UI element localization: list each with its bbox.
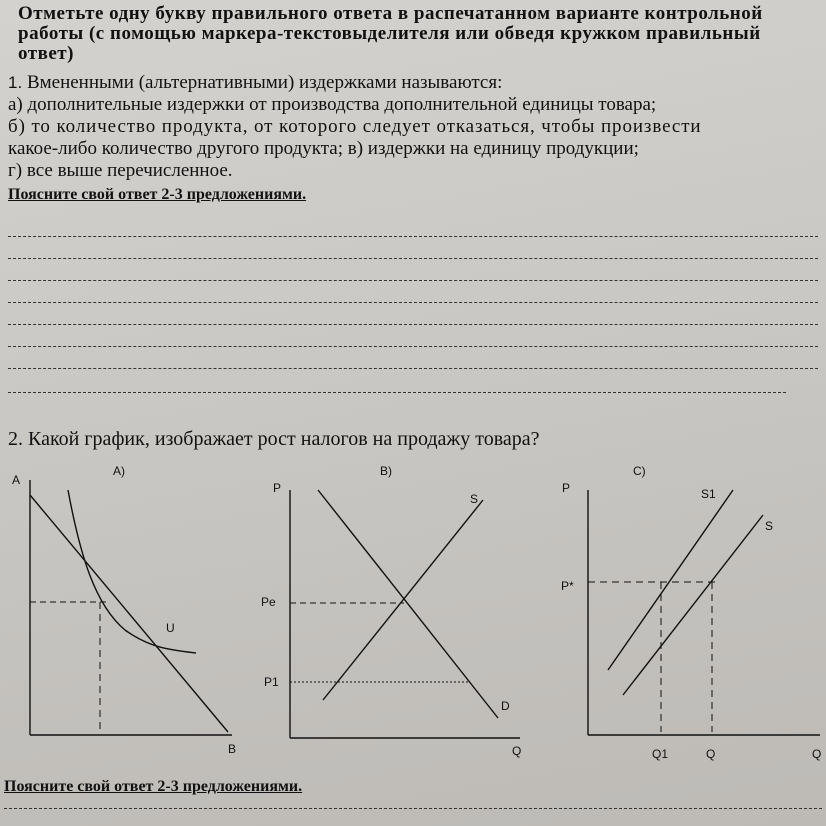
question-1-number: 1.	[8, 73, 23, 92]
graph-a-label: A)	[113, 464, 125, 478]
answer-line[interactable]	[8, 280, 818, 281]
question-1-stem	[8, 72, 823, 94]
answer-line[interactable]	[8, 346, 818, 347]
graph-c-y-axis-label: P	[562, 481, 571, 495]
graph-b-demand-line	[318, 490, 498, 718]
graph-a-curve-label: U	[166, 621, 175, 635]
graph-a-indifference-curve	[68, 490, 196, 653]
graph-a[interactable]	[0, 460, 260, 770]
option-g[interactable]: г) все выше перечисленное.	[8, 160, 233, 181]
graph-b[interactable]	[258, 460, 548, 770]
graph-c-supply-1-label: S1	[701, 487, 716, 501]
graph-b-demand-label: D	[501, 699, 510, 713]
question-1	[8, 72, 823, 206]
graph-b-supply-label: S	[470, 492, 479, 506]
graph-b-p1-label: P1	[264, 675, 279, 689]
graph-c-label: C)	[633, 464, 646, 478]
graph-c-price-star-label: P*	[561, 579, 574, 593]
answer-line[interactable]	[8, 324, 818, 325]
graph-c-x-axis-label: Q	[812, 747, 822, 761]
answer-line[interactable]	[8, 236, 818, 237]
answer-line[interactable]	[8, 302, 818, 303]
graph-c-supply-line	[623, 515, 763, 695]
graph-a-x-axis-label: B	[228, 742, 237, 756]
option-b-line-2[interactable]: какое-либо количество другого продукта; в) издержки на единицу продукции;	[8, 138, 639, 159]
explain-prompt-2: Поясните свой ответ 2-3 предложениями.	[4, 778, 303, 795]
graph-b-label: B)	[380, 464, 392, 478]
graph-c-supply-1-line	[608, 490, 733, 670]
graph-c-q1-label: Q1	[652, 747, 669, 761]
instructions-text: Отметьте одну букву правильного ответа в распечатанном варианте контрольной работы (с помощью маркера-текстовыделителя или обведя кружком правильный ответ)	[18, 3, 763, 64]
graph-c-supply-label: S	[765, 519, 774, 533]
answer-line[interactable]	[8, 258, 818, 259]
graph-a-budget-line	[30, 495, 228, 732]
answer-line[interactable]	[8, 392, 786, 393]
graph-b-y-axis-label: P	[273, 481, 282, 495]
graph-b-pe-label: Pe	[261, 595, 276, 609]
question-1-text: Вмененными (альтернативными) издержками называются:	[26, 72, 503, 93]
answer-line[interactable]	[8, 368, 818, 369]
answer-line[interactable]	[4, 808, 822, 809]
graph-b-supply-line	[323, 500, 483, 700]
option-b-line-1[interactable]: б) то количество продукта, от которого следует отказаться, чтобы произвести	[8, 116, 702, 137]
graph-c-q-label: Q	[706, 747, 716, 761]
option-a[interactable]: а) дополнительные издержки от производства дополнительной единицы товара;	[8, 94, 657, 115]
graph-c[interactable]	[548, 460, 826, 770]
graph-b-x-axis-label: Q	[512, 744, 522, 758]
question-2-title: 2. Какой график, изображает рост налогов на продажу товара?	[8, 428, 540, 450]
graph-a-y-axis-label: A	[12, 473, 21, 487]
explain-prompt-1: Поясните свой ответ 2-3 предложениями.	[8, 186, 307, 203]
